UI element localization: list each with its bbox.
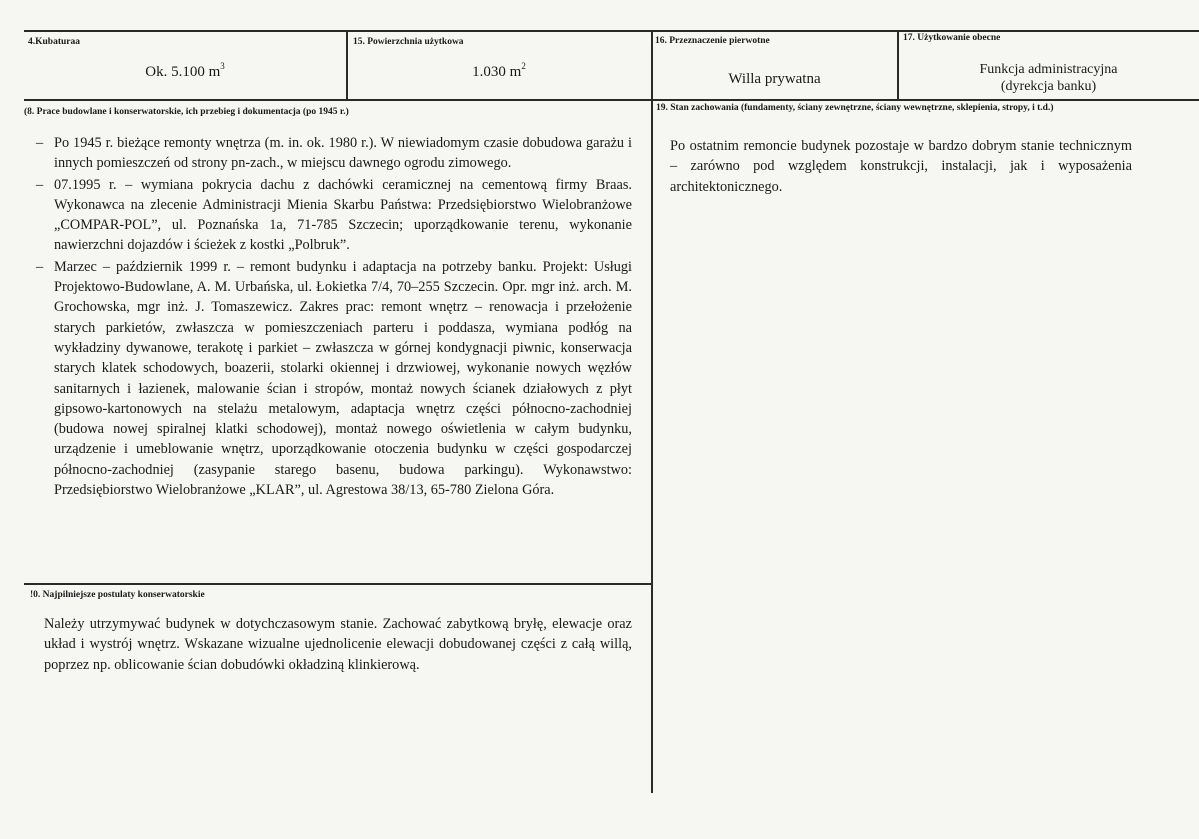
field-17-label: 17. Użytkowanie obecne bbox=[903, 33, 1001, 43]
field-19-label: 19. Stan zachowania (fundamenty, ściany zewnętrzne, ściany wewnętrzne, sklepienia, stropy, i t.d.) bbox=[656, 103, 1054, 113]
row-divider-2 bbox=[24, 583, 652, 585]
field-18-label: (8. Prace budowlane i konserwatorskie, ich przebieg i dokumentacja (po 1945 r.) bbox=[24, 107, 349, 117]
col-divider-main bbox=[651, 30, 653, 793]
field-15-unit-exponent: 2 bbox=[521, 61, 526, 71]
works-list-item: – Po 1945 r. bieżące remonty wnętrza (m. in. ok. 1980 r.). W niewiadomym czasie dobudowa garażu i innych pomieszczeń od strony pn-zach., w miejscu dawnego ogrodu zimowego. bbox=[30, 133, 632, 174]
field-14-label: 4.Kubaturaa bbox=[28, 37, 80, 47]
field-20-label: !0. Najpilniejsze postulaty konserwatorskie bbox=[30, 590, 205, 600]
works-list bbox=[30, 133, 632, 500]
field-17-value-line1: Funkcja administracyjna bbox=[979, 62, 1118, 77]
works-list-item: – 07.1995 r. – wymiana pokrycia dachu z dachówki ceramicznej na cementową firmy Braas. Wykonawca na zlecenie Administracji Mienia Skarbu Państwa: Przedsiębiorstwo Wielobranżowe „COMPAR-POL”, ul. Poznańska 1a, 71-785 Szczecin; uporządkowanie terenu, wykonanie nawierzchni dojazdów i ścieżek z kostki „Polbruk”. bbox=[30, 175, 632, 256]
field-14-value bbox=[24, 61, 346, 81]
field-20-text: Należy utrzymywać budynek w dotychczasowym stanie. Zachować zabytkową bryłę, elewacje oraz układ i wystrój wnętrz. Wskazane wizualne ujednolicenie elewacji dobudowanej części z całą willą, poprzez np. oblicowanie ścian dobudówki okładziną klinkierową. bbox=[44, 616, 632, 673]
field-14-value-text: Ok. 5.100 m bbox=[145, 64, 221, 80]
field-14-unit-exponent: 3 bbox=[220, 61, 225, 71]
top-border bbox=[24, 30, 1199, 32]
field-17-value bbox=[898, 61, 1199, 95]
row-divider-1 bbox=[24, 99, 1199, 101]
field-15-label: 15. Powierzchnia użytkowa bbox=[353, 37, 464, 47]
field-16-label: 16. Przeznaczenie pierwotne bbox=[655, 36, 770, 46]
field-15-value bbox=[347, 61, 651, 81]
field-17-value-line2: (dyrekcja banku) bbox=[1000, 79, 1097, 94]
field-18-content bbox=[30, 133, 632, 501]
works-list-item: – Marzec – październik 1999 r. – remont budynku i adaptacja na potrzeby banku. Projekt: Usługi Projektowo-Budowlane, A. M. Urbańska, ul. Łokietka 7/4, 70–255 Szczecin. Opr. mgr inż. arch. M. Grochowska, mgr inż. J. Tomaszewicz. Zakres prac: remont wnętrz – renowacja i przełożenie starych parkietów, zwłaszcza w pomieszczeniach parteru i poddasza, wymiana podłóg na wykładziny dywanowe, terakotę i parkiet – zwłaszcza w górnej kondygnacji piwnic, konserwacja starych klatek schodowych, boazerii, stolarki okiennej i drzwiowej, wykonanie nowych węzłów sanitarnych i łazienek, malowanie ścian i stropów, montaż nowych ścianek działowych z płyt gipsowo-kartonowych na stelażu metalowym, adaptacja wnętrz części północno-zachodniej (budowa nowej spiralnej klatki schodowej), montaż nowego oświetlenia w całym budynku, urządzenie i umeblowanie wnętrz, uporządkowanie otoczenia budynku w części gospodarczej północno-zachodniej (zasypanie starego basenu, budowa parkingu). Wykonawstwo: Przedsiębiorstwo Wielobranżowe „KLAR”, ul. Agrestowa 38/13, 65-780 Zielona Góra. bbox=[30, 257, 632, 501]
field-15-value-text: 1.030 m bbox=[472, 64, 522, 80]
field-19-text: Po ostatnim remoncie budynek pozostaje w bardzo dobrym stanie technicznym – zarówno pod względem konstrukcji, instalacji, jak i wyposażenia architektonicznego. bbox=[670, 138, 1132, 195]
field-16-value: Willa prywatna bbox=[728, 71, 821, 87]
